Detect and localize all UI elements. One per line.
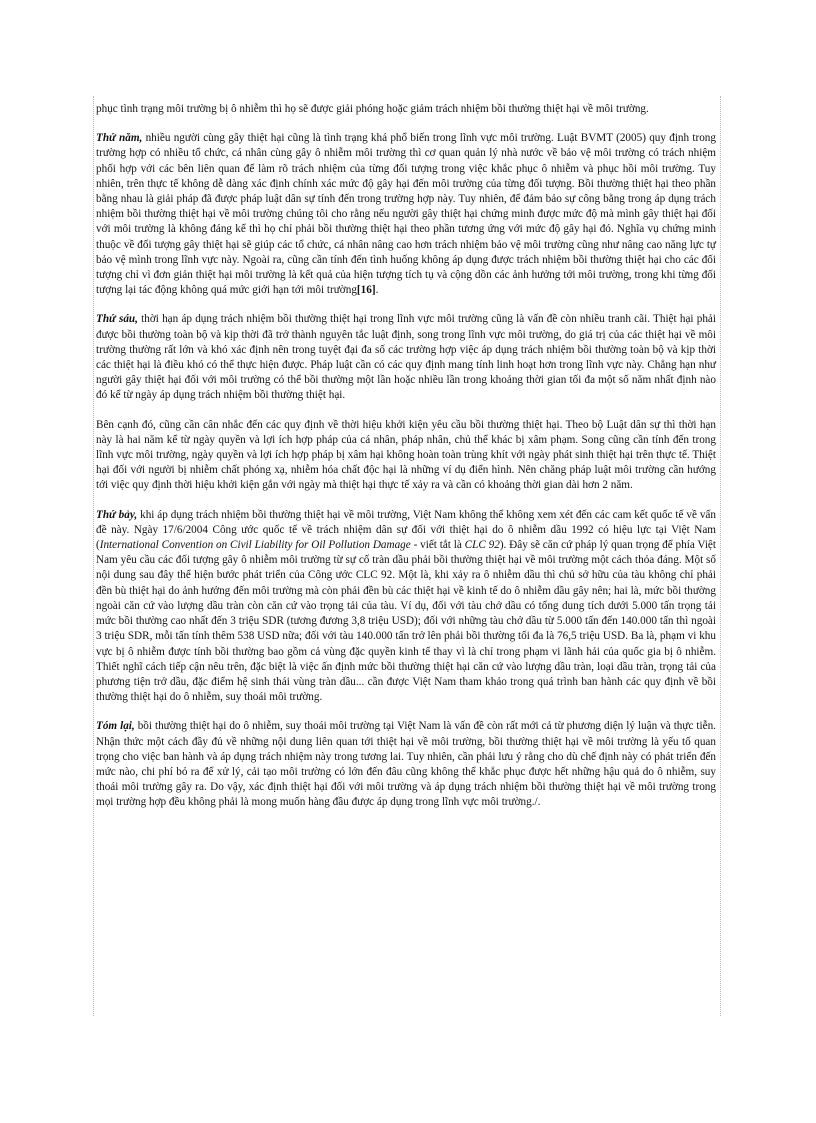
paragraph-lead: Tóm lại,: [96, 720, 135, 733]
document-body: [96, 102, 716, 825]
paragraph-text: bồi thường thiệt hại do ô nhiễm, suy thoái môi trường tại Việt Nam là vấn đề còn rất mới cả từ phương diện lý luận và thực tiễn. Nhận thức một cách đầy đủ về những nội dung liên quan tới thiệt hại về môi trường, bồi thường thiệt hại về môi trường là yếu tố quan trọng cho việc ban hành và áp dụng trách nhiệm này trong tương lai. Tuy nhiên, cần phải lưu ý rằng cho dù chế định này có phát triển đến mức nào, chi phí bỏ ra để xử lý, cải tạo môi trường có lớn đến đâu cũng không thể khắc phục được hết những hậu quả do ô nhiễm, suy thoái môi trường gây ra. Do vậy, xác định thiệt hại đối với môi trường và áp dụng trách nhiệm bồi thường thiệt hại về môi trường trong mọi trường hợp đều không phải là mong muốn hàng đầu được áp dụng trong lĩnh vực môi trường./.: [96, 720, 716, 809]
paragraph-text: .: [375, 284, 379, 297]
paragraph-text: International Convention on Civil Liability for Oil Pollution Damage: [99, 539, 411, 552]
paragraph: [96, 719, 716, 810]
citation-ref: [16]: [356, 284, 376, 297]
left-margin-guide: [93, 96, 94, 1016]
paragraph-text: ). Đây sẽ căn cứ pháp lý quan trọng để phía Việt Nam yêu cầu các đối tượng gây ô nhiễm môi trường từ sự cố tràn dầu phải bồi thường thiệt hại về môi trường một cách thỏa đáng. Một số nội dung sau đây thể hiện bước phát triển của Công ước CLC 92. Một là, khi xảy ra ô nhiễm dầu thì chủ sở hữu của tàu không chỉ phải đền bù thiệt hại do ảnh hưởng đến môi trường mà còn phải đền bù các thiệt hại về kinh tế do ô nhiễm dầu gây nên; hai là, mức bồi thường ngoài căn cứ vào lượng dầu tràn còn căn cứ vào trọng tải của tàu. Ví dụ, đối với tàu chở dầu có tổng dung tích dưới 5.000 tấn trọng tải mức bồi thường cao nhất đến 3 triệu SDR (tương đương 3,8 triệu USD); đối với những tàu chở dầu từ 5.000 tấn đến 140.000 tấn thì ngoài 3 triệu SDR, mỗi tấn tính thêm 538 USD nữa; đối với tàu 140.000 tấn trở lên phải bồi thường tối đa là 76,5 triệu USD. Ba là, phạm vi khu vực bị ô nhiễm được tính bồi thường bao gồm cả vùng đặc quyền kinh tế thay vì là chỉ trong phạm vi lãnh hải của quốc gia bị ô nhiễm. Thiết nghĩ cách tiếp cận nêu trên, đặc biệt là việc ấn định mức bồi thường thiệt hại căn cứ vào lượng dầu tràn, loại dầu tràn, trọng tải của phương tiện trở dầu, đặc điểm hệ sinh thái vùng tràn dầu... cần được Việt Nam tham khảo trong quá trình ban hành các quy định về bồi thường thiệt hại do ô nhiễm, suy thoái môi trường.: [96, 539, 716, 704]
paragraph-text: CLC 92: [464, 539, 500, 552]
paragraph: [96, 508, 716, 706]
paragraph-text: thời hạn áp dụng trách nhiệm bồi thường thiệt hại trong lĩnh vực môi trường cũng là vấn đề còn nhiều tranh cãi. Thiệt hại phải được bồi thường toàn bộ và kịp thời đã trở thành nguyên tắc luật định, song trong lĩnh vực môi trường, do giá trị của các thiệt hại về môi trường thường rất lớn và khó xác định nên trong tuyệt đại đa số các trường hợp việc áp dụng trách nhiệm bồi thường toàn bộ và kịp thời các thiệt hại là điều khó có thể thực hiện được. Pháp luật cần có các quy định mang tính linh hoạt hơn trong lĩnh vực này. Chẳng hạn như người gây thiệt hại đối với môi trường có thể bồi thường một lần hoặc nhiều lần trong khoảng thời gian tối đa một số năm nhất định nào đó kể từ ngày áp dụng trách nhiệm bồi thường thiệt hại.: [96, 313, 716, 402]
paragraph-text: - viết tắt là: [410, 539, 465, 552]
paragraph: [96, 131, 716, 298]
paragraph-lead: Thứ năm,: [96, 132, 143, 145]
paragraph: [96, 418, 716, 494]
paragraph-text: khi áp dụng trách nhiệm bồi thường thiệt hại về môi trường, Việt Nam không thể không xem xét đến các cam kết quốc tế về vấn đề này. Ngày 17/6/2004 Công ước quốc tế về trách nhiệm dân sự đối với thiệt hại do ô nhiễm dầu 1992 có hiệu lực tại Việt Nam (: [96, 508, 716, 552]
paragraph-lead: Thứ bảy,: [96, 508, 138, 521]
paragraph: [96, 312, 716, 403]
paragraph-text: Bên cạnh đó, cũng cần cân nhắc đến các quy định về thời hiệu khởi kiện yêu cầu bồi thường thiệt hại. Theo bộ Luật dân sự thì thời hạn này là hai năm kể từ ngày quyền và lợi ích hợp pháp của cá nhân, pháp nhân, chủ thể khác bị xâm phạm. Song cũng cần tính đến trong lĩnh vực môi trường, ngày quyền và lợi ích hợp pháp bị xâm hại không hoàn toàn trùng khít với ngày phát sinh thiệt hại trên thực tế. Thiệt hại đối với người bị nhiễm chất phóng xạ, nhiễm hóa chất độc hại là những ví dụ điển hình. Nên chăng pháp luật môi trường cần hướng tới việc quy định thời hiệu khởi kiện gắn với ngày mà thiệt hại thực tế xảy ra và cần có khoảng thời gian dài hơn 2 năm.: [96, 418, 716, 492]
right-margin-guide: [720, 96, 721, 1016]
paragraph-lead: Thứ sáu,: [96, 313, 138, 326]
paragraph-text: phục tình trạng môi trường bị ô nhiễm thì họ sẽ được giải phóng hoặc giảm trách nhiệm bồi thường thiệt hại về môi trường.: [96, 103, 649, 115]
paragraph-text: nhiều người cùng gây thiệt hại cũng là tình trạng khá phổ biến trong lĩnh vực môi trường. Luật BVMT (2005) quy định trong trường hợp có nhiều tổ chức, cá nhân cùng gây ô nhiễm môi trường thì cơ quan quản lý nhà nước về bảo vệ môi trường có trách nhiệm phối hợp với các bên liên quan để làm rõ trách nhiệm của từng đối tượng trong việc khắc phục ô nhiễm và phục hồi môi trường. Tuy nhiên, trên thực tế không dễ dàng xác định chính xác mức độ gây hại đến môi trường của từng đối tượng. Bồi thường thiệt hại theo phần bằng nhau là giải pháp đã được pháp luật dân sự tính đến trong trường hợp này. Tuy nhiên, để đảm bảo sự công bằng trong áp dụng trách nhiệm bồi thường thiệt hại về môi trường chúng tôi cho rằng nếu người gây thiệt hại chứng minh được mức độ mà mình gây thiệt hại đối với môi trường là không đáng kể thì họ chỉ phải bồi thường thiệt hại theo phần tương ứng với mức độ gây hại đó. Nghĩa vụ chứng minh thuộc về đối tượng gây thiệt hại sẽ giúp các tổ chức, cá nhân nâng cao hơn trách nhiệm bảo vệ môi trường cũng như nâng cao năng lực tự bảo vệ mình trong lĩnh vực này. Ngoài ra, cũng cần tính đến tình huống không áp dụng được trách nhiệm bồi thường thiệt hại cho các đối tượng chỉ vì đơn giản thiệt hại môi trường là kết quả của hiện tượng tích tụ và cộng dồn các ảnh hưởng tới môi trường, trong khi từng đối tượng lại tác động không quá mức giới hạn tới môi trường: [96, 132, 716, 297]
paragraph: [96, 102, 716, 117]
